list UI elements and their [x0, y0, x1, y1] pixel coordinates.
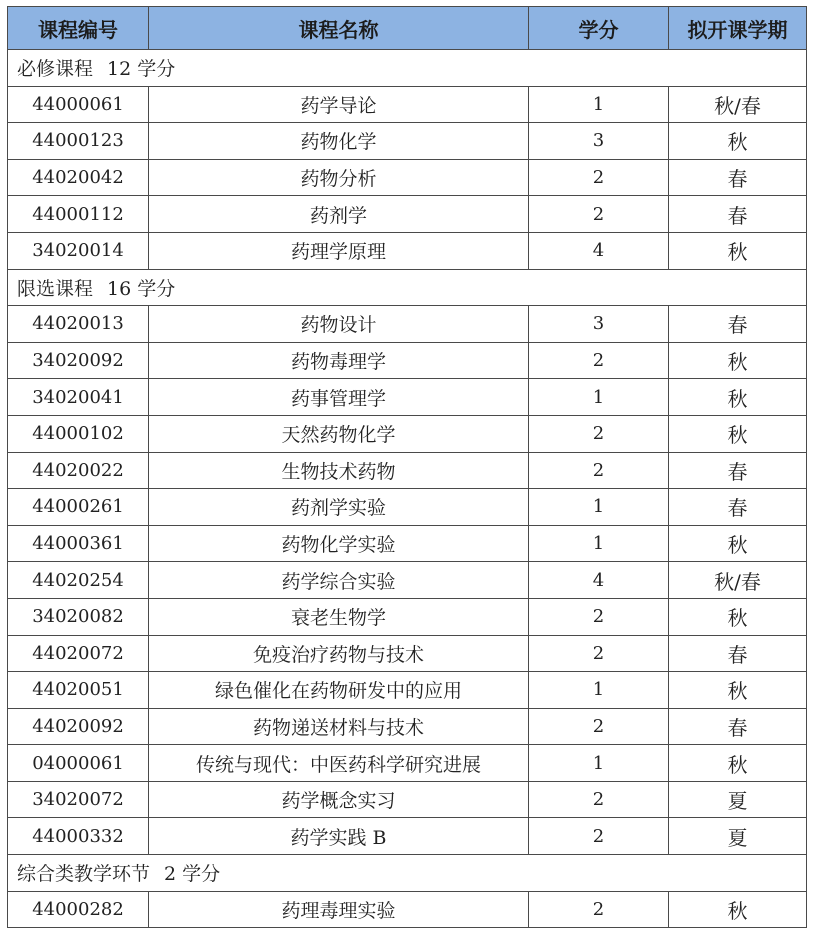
table-row	[8, 196, 807, 233]
section-header	[8, 269, 807, 306]
table-row	[8, 452, 807, 489]
table-row	[8, 415, 807, 452]
course-name: 药物递送材料与技术	[149, 708, 529, 745]
course-credits: 2	[529, 342, 669, 379]
section-row	[8, 269, 807, 306]
course-semester: 秋	[669, 123, 807, 160]
section-title: 综合类教学环节	[17, 863, 151, 886]
course-credits: 2	[529, 818, 669, 855]
course-code: 44020072	[8, 635, 149, 672]
table-row	[8, 525, 807, 562]
course-name: 药剂学	[149, 196, 529, 233]
course-code: 44000332	[8, 818, 149, 855]
table-row	[8, 232, 807, 269]
course-credits: 1	[529, 489, 669, 526]
section-title: 限选课程	[17, 277, 94, 300]
course-name: 药物分析	[149, 159, 529, 196]
course-semester: 秋	[669, 379, 807, 416]
course-semester: 秋	[669, 415, 807, 452]
course-name: 药学综合实验	[149, 562, 529, 599]
course-semester: 秋/春	[669, 86, 807, 123]
course-credits: 1	[529, 525, 669, 562]
course-name: 药物化学	[149, 123, 529, 160]
course-semester: 春	[669, 708, 807, 745]
course-code: 44000102	[8, 415, 149, 452]
course-name: 药物化学实验	[149, 525, 529, 562]
table-row	[8, 672, 807, 709]
course-semester: 秋	[669, 891, 807, 928]
table-row	[8, 489, 807, 526]
course-code: 44000112	[8, 196, 149, 233]
header-name: 课程名称	[149, 7, 529, 50]
table-row	[8, 86, 807, 123]
table-row	[8, 891, 807, 928]
course-code: 44020042	[8, 159, 149, 196]
course-name: 药事管理学	[149, 379, 529, 416]
course-code: 34020092	[8, 342, 149, 379]
table-row	[8, 745, 807, 782]
course-code: 44000361	[8, 525, 149, 562]
table-row	[8, 598, 807, 635]
course-semester: 秋/春	[669, 562, 807, 599]
course-credits: 2	[529, 415, 669, 452]
section-row	[8, 855, 807, 892]
course-code: 44000061	[8, 86, 149, 123]
course-credits: 3	[529, 306, 669, 343]
course-code: 34020082	[8, 598, 149, 635]
course-semester: 夏	[669, 818, 807, 855]
course-name: 药学实践 B	[149, 818, 529, 855]
table-row	[8, 635, 807, 672]
course-credits: 1	[529, 379, 669, 416]
section-title: 必修课程	[17, 58, 94, 81]
course-semester: 秋	[669, 598, 807, 635]
table-row	[8, 818, 807, 855]
table-row	[8, 562, 807, 599]
course-credits: 2	[529, 598, 669, 635]
course-name: 衰老生物学	[149, 598, 529, 635]
course-name: 药剂学实验	[149, 489, 529, 526]
course-semester: 秋	[669, 672, 807, 709]
course-code: 44020022	[8, 452, 149, 489]
table-row	[8, 342, 807, 379]
header-row	[8, 7, 807, 50]
course-name: 传统与现代：中医药科学研究进展	[149, 745, 529, 782]
course-credits: 2	[529, 159, 669, 196]
course-credits: 2	[529, 781, 669, 818]
course-code: 34020014	[8, 232, 149, 269]
table-row	[8, 708, 807, 745]
course-code: 44020092	[8, 708, 149, 745]
section-header	[8, 50, 807, 87]
course-semester: 春	[669, 489, 807, 526]
course-code: 44000123	[8, 123, 149, 160]
table-row	[8, 123, 807, 160]
course-credits: 2	[529, 452, 669, 489]
course-name: 药物毒理学	[149, 342, 529, 379]
course-semester: 春	[669, 196, 807, 233]
table-row	[8, 306, 807, 343]
course-credits: 2	[529, 196, 669, 233]
course-semester: 秋	[669, 232, 807, 269]
course-name: 药理毒理实验	[149, 891, 529, 928]
course-semester: 春	[669, 306, 807, 343]
course-code: 44020051	[8, 672, 149, 709]
table-row	[8, 379, 807, 416]
course-credits: 4	[529, 562, 669, 599]
course-name: 药理学原理	[149, 232, 529, 269]
course-credits: 3	[529, 123, 669, 160]
section-credits: 2 学分	[164, 863, 221, 886]
section-credits: 16 学分	[107, 277, 176, 300]
course-semester: 秋	[669, 342, 807, 379]
course-code: 44020254	[8, 562, 149, 599]
course-semester: 秋	[669, 525, 807, 562]
header-credits: 学分	[529, 7, 669, 50]
course-name: 天然药物化学	[149, 415, 529, 452]
table-body	[8, 50, 807, 928]
table-row	[8, 159, 807, 196]
course-code: 44000261	[8, 489, 149, 526]
course-table	[7, 6, 807, 928]
course-code: 34020041	[8, 379, 149, 416]
course-semester: 春	[669, 159, 807, 196]
course-code: 04000061	[8, 745, 149, 782]
course-name: 绿色催化在药物研发中的应用	[149, 672, 529, 709]
course-credits: 2	[529, 708, 669, 745]
course-semester: 秋	[669, 745, 807, 782]
course-semester: 夏	[669, 781, 807, 818]
course-name: 免疫治疗药物与技术	[149, 635, 529, 672]
course-name: 药物设计	[149, 306, 529, 343]
course-credits: 1	[529, 672, 669, 709]
course-semester: 春	[669, 452, 807, 489]
course-credits: 1	[529, 745, 669, 782]
course-semester: 春	[669, 635, 807, 672]
table-row	[8, 781, 807, 818]
section-row	[8, 50, 807, 87]
course-code: 44000282	[8, 891, 149, 928]
course-code: 44020013	[8, 306, 149, 343]
course-credits: 1	[529, 86, 669, 123]
course-credits: 4	[529, 232, 669, 269]
course-name: 药学概念实习	[149, 781, 529, 818]
course-code: 34020072	[8, 781, 149, 818]
course-name: 药学导论	[149, 86, 529, 123]
section-header	[8, 855, 807, 892]
course-credits: 2	[529, 635, 669, 672]
header-semester: 拟开课学期	[669, 7, 807, 50]
course-credits: 2	[529, 891, 669, 928]
header-code: 课程编号	[8, 7, 149, 50]
course-name: 生物技术药物	[149, 452, 529, 489]
section-credits: 12 学分	[107, 58, 176, 81]
